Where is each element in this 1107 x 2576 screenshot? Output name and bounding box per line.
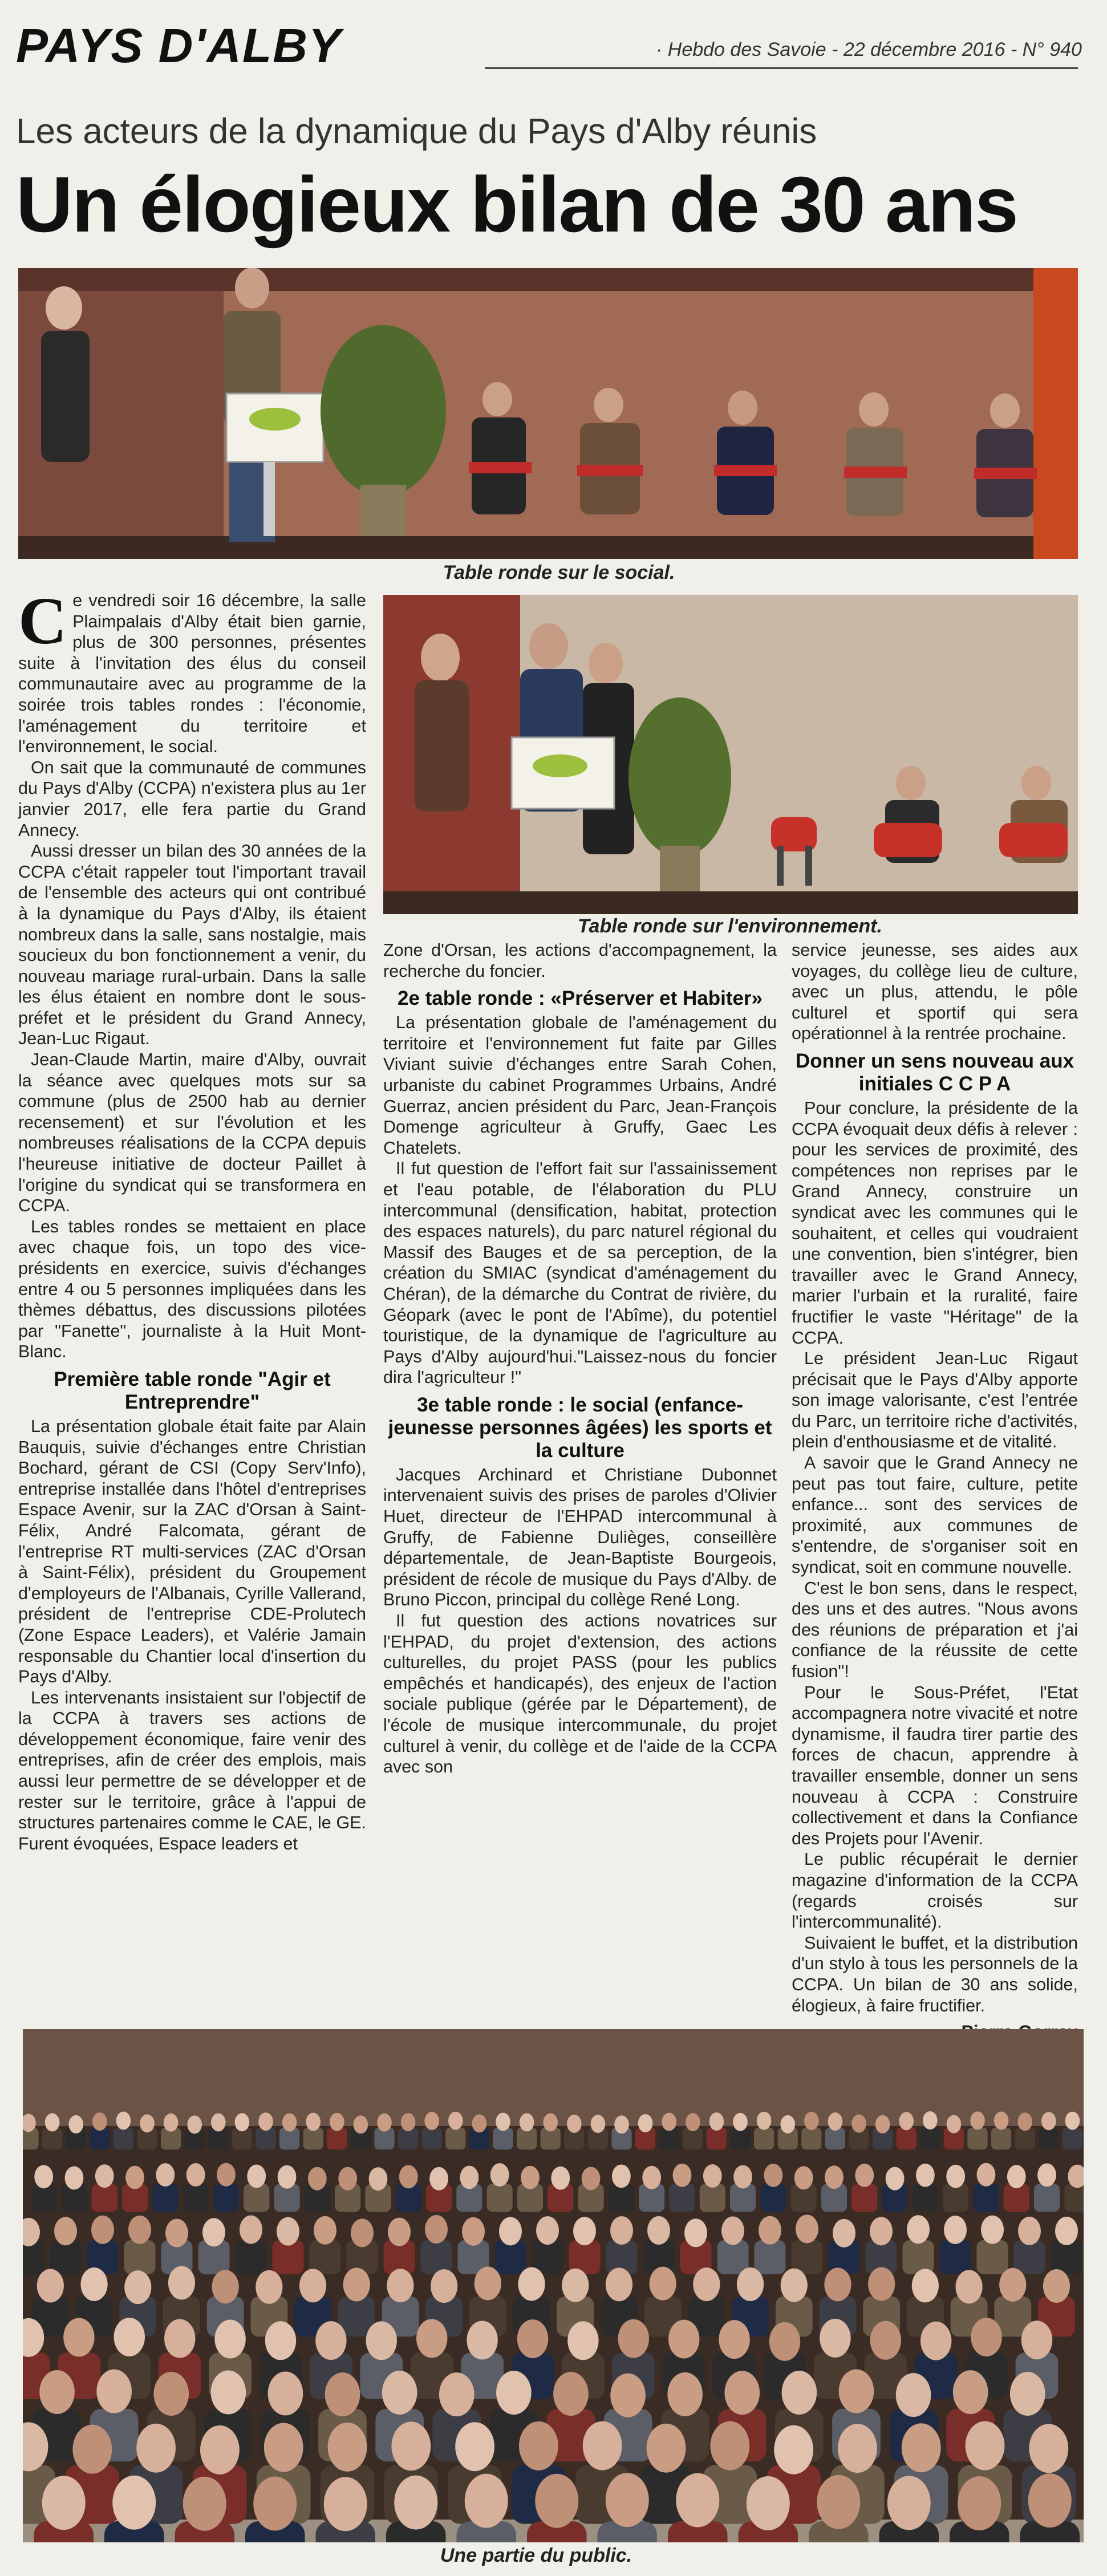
paragraph: La présentation globale était faite par Alain Bauquis, suivie d'échanges entre Christian Bochard, gérant de CSI (Copy Serv'Info), entreprise installée dans l'hôtel d'entreprises Espace Avenir, sur la ZAC d'Orsan à Saint-Félix, André Falcomata, gérant de l'entreprise RT multi-services (ZAC d'Orsan à Saint-Félix), président du Groupement d'employeurs de l'Albanais, Cyrille Vallerand, président de l'entreprise CDE-Prolutech (Zone Espace Leaders), et Valérie Jamain responsable du Chantier local d'insertion du Pays d'Alby. [18,1416,366,1687]
paragraph: Le président Jean-Luc Rigaut précisait que le Pays d'Alby apporte son image valorisante, c'est l'entrée du Parc, un territoire riche d'activités, plein d'enthousiasme et de vitalité. [792,1349,1078,1452]
paragraph: Aussi dresser un bilan des 30 années de la CCPA c'était rappeler tout l'important travail de l'ensemble des acteurs qui ont contribué à la dynamique du Pays d'Alby, ils étaient nombreux dans la salle, sans nostalgie, mais soucieux du bon fonctionnement a venir, du nouveau mariage rural-urbain. Dans la salle les élus étaient en nombre dont le sous-préfet et le président du Grand Annecy, Jean-Luc Rigaut. [18,841,366,1049]
paragraph: La présentation globale de l'aménagement du territoire et l'environnement fut faite par Gilles Viviant suivie d'échanges entre Sarah Cohen, urbaniste du cabinet Programmes Urbains, André Guerraz, ancien président du Parc, Jean-François Domenge agriculteur à Gruffy, Gaec Les Chatelets. [383,1013,777,1158]
paragraph: On sait que la communauté de communes du Pays d'Alby (CCPA) n'existera plus au 1er janvier 2017, elle fera partie du Grand Annecy. [18,757,366,840]
article-column-1 [18,583,366,1854]
paragraph: Jacques Archinard et Christiane Dubonnet intervenaient suivis des prises de paroles d'Olivier Huet, directeur de l'EHPAD intercommunal à Gruffy, de Fabienne Dulièges, conseillère départementale, de Jean-Baptiste Bourgeois, président de récole de musique du Pays d'Alby. de Bruno Piccon, principal du collège René Long. [383,1465,777,1610]
paragraph: service jeunesse, ses aides aux voyages, du collège lieu de culture, avec un plus, attendu, le pôle culturel et sportif qui sera opérationnel à la rentrée prochaine. [792,940,1078,1044]
paragraph: C'est le bon sens, dans le respect, des uns et des autres. "Nous avons des réunions de préparation et j'ai confiance de la réussite de cette fusion"! [792,1578,1078,1681]
paragraph: e vendredi soir 16 décembre, la salle Plaimpalais d'Alby était bien garnie, plus de 300 personnes, présentes suite à l'invitation des élus du conseil communautaire avec au programme de la soirée trois tables rondes : l'économie, l'aménagement du territoire et l'environnement, le social. [18,591,366,757]
drop-cap: C [18,583,67,658]
paragraph: Il fut question des actions novatrices sur l'EHPAD, du projet d'extension, des actions culturelles, du projet PASS (pour les publics empêchés et handicapés), des enjeux de l'action sociale publique (gérée par le Département), de l'école de musique intercommunale, du projet culturel à venir, du collège et de l'aide de la CCPA avec son [383,1611,777,1777]
paragraph: Il fut question de l'effort fait sur l'assainissement et l'eau potable, de l'élaboration du PLU intercommunal (densification, habitat, protection des espaces naturels), du parc naturel régional du Massif des Bauges et de sa perception, de la création du SMIAC (syndicat d'aménagement du Chéran), de la démarche du Contrat de rivière, du Géopark (avec le pont de l'Abîme), du potentiel touristique, de la dynamique de l'agriculture au Pays d'Alby aujourd'hui."Laissez-nous du foncier dira l'agriculteur !" [383,1159,777,1388]
caption-photo-audience: Une partie du public. [440,2545,632,2566]
subheading-new-meaning-ccpa: Donner un sens nouveau aux initiales C C P A [795,1049,1074,1095]
paragraph: Pour conclure, la présidente de la CCPA évoquait deux défis à relever : pour les services de proximité, des compétences non reprises par le Grand Annecy, construire un syndicat avec les communes qui le souhaitent, et celles qui voudraient une convention, bien s'intégrer, bien travailler avec le Grand Annecy, marier l'urbain et la ruralité, faire fructifier le vaste "Héritage" de la CCPA. [792,1098,1078,1348]
paragraph: Le public récupérait le dernier magazine d'information de la CCPA (regards croisés sur l'intercommunalité). [792,1849,1078,1932]
paragraph: Les tables rondes se mettaient en place avec chaque fois, un topo des vice-présidents en exercice, suivis d'échanges entre 4 ou 5 personnes impliquées dans les thèmes débattus, des discussions pilotées par "Fanette", journaliste à la Huit Mont-Blanc. [18,1216,366,1362]
paragraph: Jean-Claude Martin, maire d'Alby, ouvrait la séance avec quelques mots sur sa commune (plus de 2500 hab au dernier recensement) et sur l'évolution et les nombreuses réalisations de la CCPA depuis l'heureuse initiative de docteur Paillet à l'origine du syndicat qui se transformera en CCPA. [18,1050,366,1216]
kicker: Les acteurs de la dynamique du Pays d'Alby réunis [16,112,817,151]
photo-social-round-table [18,268,1078,559]
photo-environment-round-table [383,595,1078,914]
caption-photo-social: Table ronde sur le social. [443,562,675,583]
subheading-third-round-table: 3e table ronde : le social (enfance-jeunesse personnes âgées) les sports et la culture [388,1393,772,1462]
paragraph: Les intervenants insistaient sur l'objectif de la CCPA à travers ses actions de développement économique, faire venir des entreprises, afin de créer des emplois, mais aussi leur permettre de se développer et de rester sur le territoire, grâce à l'appui de structures partenaires comme le CAE, le GE. Furent évoquées, Espace leaders et [18,1687,366,1853]
subheading-first-round-table: Première table ronde "Agir et Entreprendre" [54,1368,331,1413]
paragraph: Pour le Sous-Préfet, l'Etat accompagnera notre vivacité et notre dynamisme, il faudra tirer partie des forces de chacun, apprendre à travailler ensemble, donner un sens nouveau à CCPA : Construire collectivement et dans la Confiance des Projets pour l'Avenir. [792,1682,1078,1848]
paragraph: Suivaient le buffet, et la distribution d'un stylo à tous les personnels de la CCPA. Un bilan de 30 ans solide, élogieux, à faire fructifier. [792,1933,1078,2015]
header-rule [485,67,1078,69]
subheading-second-round-table: 2e table ronde : «Préserver et Habiter» [397,987,763,1010]
section-title: PAYS D'ALBY [16,19,342,72]
edition-line: · Hebdo des Savoie - 22 décembre 2016 - N° 940 [656,39,1082,60]
paragraph: Zone d'Orsan, les actions d'accompagnement, la recherche du foncier. [383,940,777,981]
caption-photo-environment: Table ronde sur l'environnement. [578,915,882,937]
headline: Un élogieux bilan de 30 ans [16,161,1017,249]
paragraph: A savoir que le Grand Annecy ne peut pas tout faire, culture, petite enfance... sont des services de proximité, aux communes de s'entendre, de s'organiser soit en syndicat, soit en commune nouvelle. [792,1453,1078,1577]
photo-audience [23,2029,1084,2542]
article-column-3 [792,940,1078,2043]
article-column-2 [383,940,777,1778]
